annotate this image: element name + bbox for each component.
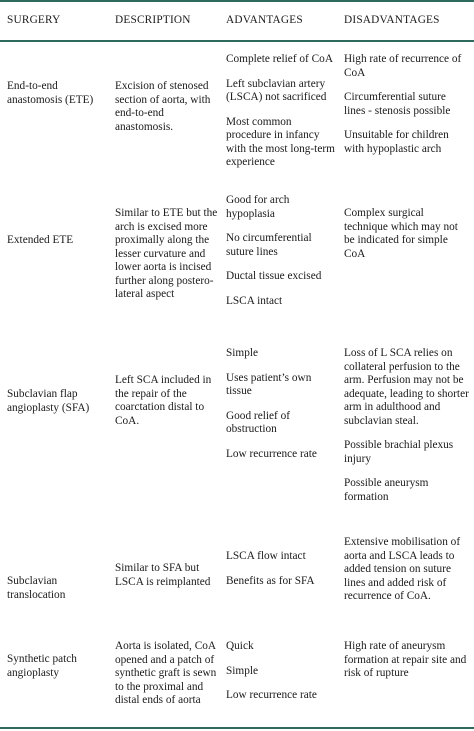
header-advantages: ADVANTAGES [226,14,303,26]
advantage-item: Benefits as for SFA [226,574,315,587]
disadvantage-item: Possible brachial plexus injury [344,439,454,465]
advantage-item: Low recurrence rate [226,447,317,460]
advantages-cell [226,53,336,170]
advantage-item: LSCA flow intact [226,550,306,562]
header-disadvantages: DISADVANTAGES [344,14,440,26]
header-surgery: SURGERY [7,14,61,26]
disadvantage-item: Unsuitable for children with hypoplastic arch [344,129,449,155]
disadvantages-cell [344,536,470,604]
disadvantage-item: High rate of recurrence of CoA [344,53,462,79]
header-rule [0,40,474,42]
advantages-cell [226,194,336,308]
disadvantages-cell [344,640,470,681]
disadvantages-cell [344,207,470,261]
advantage-item: Uses patient’s own tissue [226,371,312,397]
advantage-item: Ductal tissue excised [226,270,322,282]
advantage-item: LSCA intact [226,294,283,307]
advantage-item: Quick [226,640,254,652]
advantage-item: Good relief of obstruction [226,409,290,435]
surgery-cell: Synthetic patch angioplasty [7,653,77,679]
advantage-item: Left subclavian artery (LSCA) not sacrificed [226,77,327,103]
surgery-cell: End-to-end anastomosis (ETE) [7,80,94,106]
advantages-cell [226,347,336,461]
advantages-cell [226,640,336,703]
disadvantage-item: Circumferential suture lines - stenosis possible [344,91,451,117]
advantage-item: Low recurrence rate [226,689,317,701]
advantages-cell [226,550,336,588]
disadvantage-item: Complex surgical technique which may not be indicated for simple CoA [344,207,458,260]
disadvantages-cell [344,53,470,156]
description-cell: Aorta is isolated, CoA opened and a patch of synthetic graft is sewn to the proximal and distal ends of aorta [115,640,217,706]
description-cell: Excision of stenosed section of aorta, with end-to-end anastomosis. [115,80,211,133]
advantage-item: Most common procedure in infancy with the most long-term experience [226,115,335,168]
advantage-item: Simple [226,664,259,677]
advantage-item: No circumferential suture lines [226,232,312,258]
disadvantage-item: Possible aneurysm formation [344,477,429,503]
disadvantage-item: Extensive mobilisation of aorta and LSCA leads to added tension on suture lines and added risk of recurrence of CoA. [344,536,461,602]
description-cell: Left SCA included in the repair of the coarctation distal to CoA. [115,374,212,427]
surgery-cell: Extended ETE [7,234,74,246]
description-cell: Similar to ETE but the arch is excised more proximally along the lesser curvature and lower aorta is incised further along postero-lateral aspect [115,207,218,300]
disadvantage-item: Loss of L SCA relies on collateral perfusion to the arm. Perfusion may not be adequate, leading to shorter arm in adulthood and subclavian steal. [344,347,469,427]
advantage-item: Simple [226,347,259,359]
surgery-cell: Subclavian flap angioplasty (SFA) [7,388,90,414]
surgery-cell: Subclavian translocation [7,575,66,601]
advantage-item: Complete relief of CoA [226,53,333,65]
header-description: DESCRIPTION [115,14,191,26]
table-top-rule [0,0,474,2]
advantage-item: Good for arch hypoplasia [226,194,290,220]
disadvantages-cell [344,347,470,504]
description-cell: Similar to SFA but LSCA is reimplanted [115,562,211,588]
disadvantage-item: High rate of aneurysm formation at repair site and risk of rupture [344,640,467,679]
table-bottom-rule [0,727,474,729]
